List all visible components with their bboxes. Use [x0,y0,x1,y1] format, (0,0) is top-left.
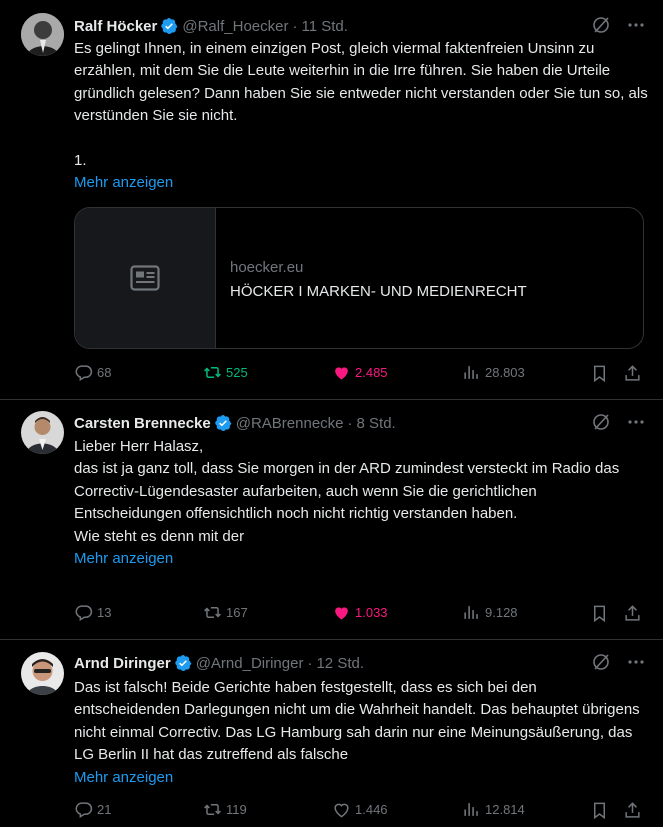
timestamp[interactable]: 11 Std. [301,17,348,35]
grok-icon[interactable] [591,412,611,432]
verified-icon [174,654,192,672]
card-domain: hoecker.eu [230,259,304,276]
views-icon [462,800,481,819]
repost-button[interactable] [203,800,247,819]
more-icon[interactable] [627,413,645,431]
views-button[interactable] [462,603,518,622]
repost-count: 119 [226,802,247,817]
share-icon[interactable] [623,801,642,820]
tweet-header [74,413,396,433]
reply-count: 21 [97,802,112,817]
action-bar [74,800,644,822]
reply-icon [74,363,93,382]
like-icon [332,603,351,622]
reply-icon [74,800,93,819]
reply-count: 13 [97,605,112,620]
tweet-text [74,38,649,195]
views-count: 28.803 [485,365,525,380]
separator-dot: · [307,654,313,672]
bookmark-icon[interactable] [590,364,609,383]
author-name[interactable]: Arnd Diringer [74,654,171,672]
views-icon [462,363,481,382]
views-count: 9.128 [485,605,518,620]
repost-button[interactable] [203,363,248,382]
like-button[interactable] [332,800,388,819]
more-icon[interactable] [627,16,645,34]
like-count: 1.446 [355,802,388,817]
tweet-text [74,436,644,570]
tweet-arnd-diringer[interactable] [0,640,663,827]
separator-dot: · [292,17,298,35]
views-icon [462,603,481,622]
show-more-link[interactable]: Mehr anzeigen [74,550,174,568]
more-icon[interactable] [627,653,645,671]
action-bar [74,363,644,385]
views-button[interactable] [462,800,525,819]
repost-icon [203,363,222,382]
tweet-paragraph: Das ist falsch! Beide Gerichte haben festgestellt, dass es sich bei den entscheidenden Darlegungen nicht um die Wahrheit handelt. Das behauptet übrigens nicht einmal Correctiv. Das LG Hamburg sah darin nur eine Meinungsäußerung, das LG Berlin II hat das zutreffend als falsche [74,679,640,764]
header-actions [591,15,645,35]
reply-count: 68 [97,365,112,380]
author-name[interactable]: Ralf Höcker [74,17,158,35]
tweet-paragraph: das ist ja ganz toll, dass Sie morgen in der ARD zumindest versteckt im Radio das Correctiv-Lügendesaster aufarbeiten, auch wenn Sie die gerichtlichen Entscheidungen offensichtlich noch nicht richtig verstanden haben. [74,460,620,523]
author-name[interactable]: Carsten Brennecke [74,414,211,432]
avatar[interactable] [21,652,64,695]
avatar[interactable] [21,411,64,454]
show-more-link[interactable]: Mehr anzeigen [74,768,174,786]
like-button[interactable] [332,363,388,382]
show-more-link[interactable]: Mehr anzeigen [74,174,174,192]
avatar[interactable] [21,13,64,56]
timestamp[interactable]: 12 Std. [316,654,365,672]
verified-icon [214,414,232,432]
author-handle[interactable]: @Arnd_Diringer [195,654,304,672]
repost-icon [203,603,222,622]
tweet-paragraph: Wie steht es denn mit der [74,527,245,545]
tweet-header [74,16,348,36]
reply-icon [74,603,93,622]
tweet-text [74,677,646,789]
tweet-paragraph: Es gelingt Ihnen, in einem einzigen Post, gleich viermal faktenfreien Unsinn zu erzählen, mit dem Sie die Leute weiterhin in die Irre führen. Sie haben die Urteile gründlich gelesen? Dann haben Sie sie entweder nicht verstanden oder Sie tun so, als verstünden Sie sie nicht. [74,40,648,125]
tweet-header [74,653,364,673]
tweet-paragraph: 1. [74,152,87,170]
separator-dot: · [347,414,353,432]
repost-count: 525 [226,365,248,380]
author-handle[interactable]: @Ralf_Hoecker [182,17,289,35]
tweet-ralf-hoecker[interactable] [0,0,663,400]
grok-icon[interactable] [591,15,611,35]
like-count: 2.485 [355,365,388,380]
like-button[interactable] [332,603,388,622]
reply-button[interactable] [74,800,111,819]
like-icon [332,363,351,382]
share-icon[interactable] [623,364,642,383]
action-bar [74,603,644,625]
timestamp[interactable]: 8 Std. [356,414,396,432]
author-handle[interactable]: @RABrennecke [235,414,344,432]
views-count: 12.814 [485,802,525,817]
share-icon[interactable] [623,604,642,623]
tweet-paragraph: Lieber Herr Halasz, [74,438,204,455]
views-button[interactable] [462,363,525,382]
header-actions [591,412,645,432]
card-title: HÖCKER I MARKEN- UND MEDIENRECHT [230,283,527,300]
verified-icon [160,17,178,35]
card-thumbnail [75,208,216,348]
tweet-carsten-brennecke[interactable] [0,400,663,640]
link-card[interactable] [74,207,644,349]
like-icon [332,800,351,819]
article-icon [130,265,160,291]
reply-button[interactable] [74,603,111,622]
repost-button[interactable] [203,603,248,622]
repost-icon [203,800,222,819]
like-count: 1.033 [355,605,388,620]
reply-button[interactable] [74,363,111,382]
bookmark-icon[interactable] [590,604,609,623]
bookmark-icon[interactable] [590,801,609,820]
header-actions [591,652,645,672]
grok-icon[interactable] [591,652,611,672]
repost-count: 167 [226,605,248,620]
